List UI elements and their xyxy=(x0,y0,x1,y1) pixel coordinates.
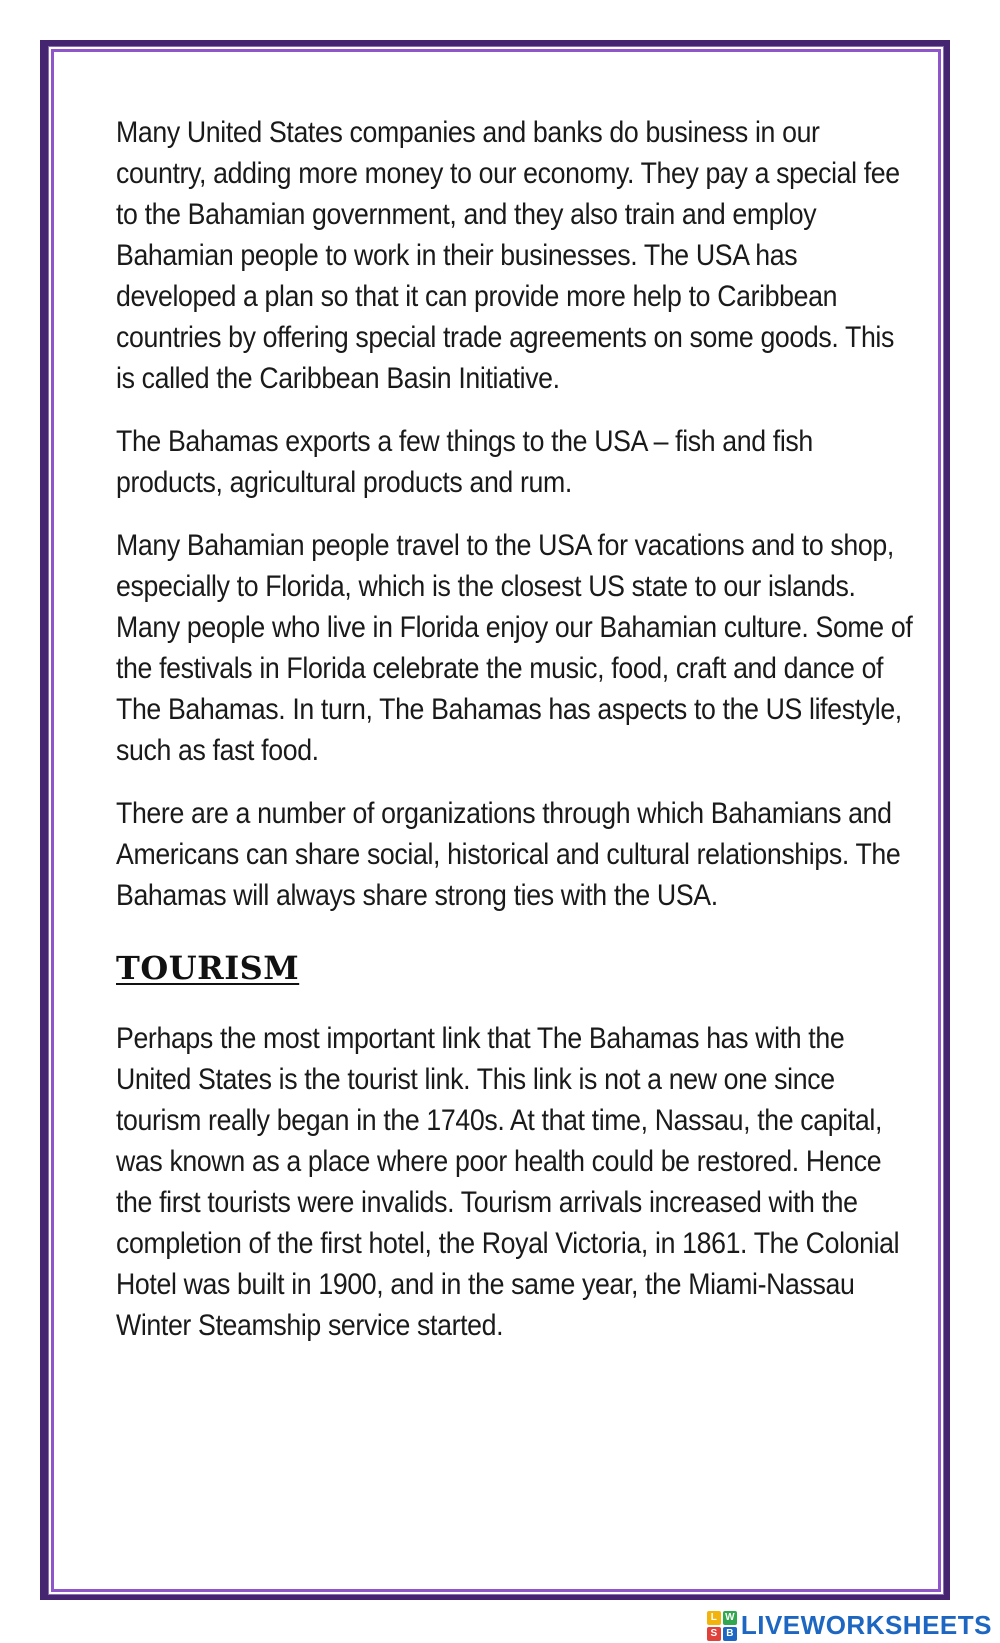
paragraph-exports: The Bahamas exports a few things to the USA – fish and fish products, agricultural products and rum. xyxy=(116,425,813,499)
paragraph-organizations: There are a number of organizations through which Bahamians and Americans can share social, historical and cultural relationships. The Bahamas will always share strong ties with the USA. xyxy=(116,797,901,912)
liveworksheets-wordmark: LIVEWORKSHEETS xyxy=(740,1610,992,1640)
paragraph-us-business: Many United States companies and banks do business in our country, adding more money to our economy. They pay a special fee to the Bahamian government, and they also train and employ Bahamian people to work in their businesses. The USA has developed a plan so that it can provide more help to Caribbean countries by offering special trade agreements on some goods. This is called the Caribbean Basin Initiative. xyxy=(116,116,900,395)
paragraph-tourism: Perhaps the most important link that The Bahamas has with the United States is the tourist link. This link is not a new one since tourism really began in the 1740s. At that time, Nassau, the capital, was known as a place where poor health could be restored. Hence the first tourists were invalids. Tourism arrivals increased with the completion of the first hotel, the Royal Victoria, in 1861. The Colonial Hotel was built in 1900, and in the same year, the Miami-Nassau Winter Steamship service started. xyxy=(116,1022,900,1342)
document-body xyxy=(116,112,913,1346)
logo-square-b: B xyxy=(723,1627,737,1641)
logo-square-s: S xyxy=(707,1627,721,1641)
liveworksheets-logo-icon xyxy=(707,1611,737,1641)
paragraph-travel: Many Bahamian people travel to the USA for vacations and to shop, especially to Florida, which is the closest US state to our islands. Many people who live in Florida enjoy our Bahamian culture. Some of the festivals in Florida celebrate the music, food, craft and dance of The Bahamas. In turn, The Bahamas has aspects to the US lifestyle, such as fast food. xyxy=(116,529,913,767)
logo-square-w: W xyxy=(723,1611,737,1625)
logo-square-l: L xyxy=(707,1611,721,1625)
liveworksheets-brand[interactable] xyxy=(707,1610,992,1641)
section-heading-tourism: TOURISM xyxy=(116,949,300,987)
